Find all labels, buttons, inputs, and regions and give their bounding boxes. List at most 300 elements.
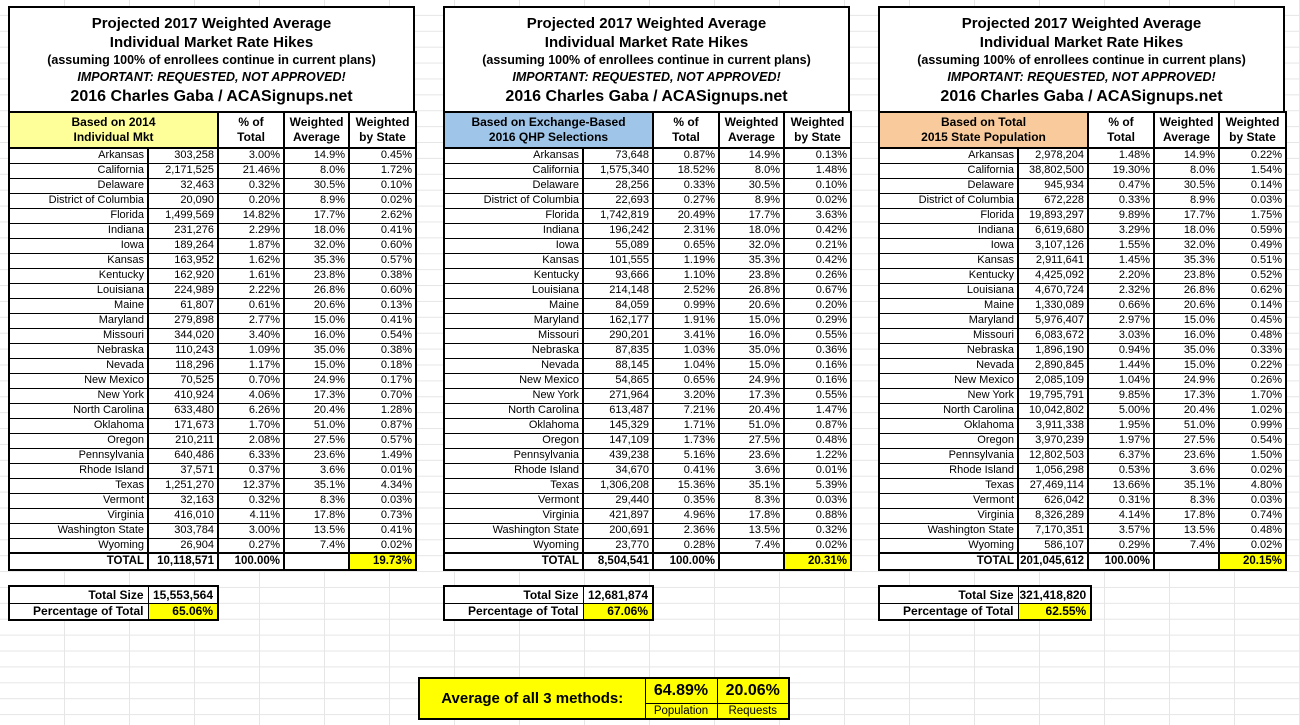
cell-weighted-by-state[interactable]: 0.13% bbox=[349, 298, 416, 313]
cell-weighted-by-state[interactable]: 0.36% bbox=[784, 343, 851, 358]
cell-pct-of-total[interactable]: 0.65% bbox=[653, 238, 719, 253]
cell-weighted-average[interactable]: 27.5% bbox=[719, 433, 784, 448]
cell-pct-of-total[interactable]: 0.66% bbox=[1088, 298, 1154, 313]
cell-pct-of-total[interactable]: 0.41% bbox=[653, 463, 719, 478]
cell-weighted-by-state[interactable]: 0.57% bbox=[349, 433, 416, 448]
cell-market-size[interactable]: 19,893,297 bbox=[1018, 208, 1088, 223]
cell-market-size[interactable]: 70,525 bbox=[148, 373, 218, 388]
cell-weighted-average[interactable]: 27.5% bbox=[284, 433, 349, 448]
cell-market-size[interactable]: 303,258 bbox=[148, 148, 218, 163]
cell-weighted-average[interactable]: 23.6% bbox=[1154, 448, 1219, 463]
cell-weighted-by-state[interactable]: 0.32% bbox=[784, 523, 851, 538]
cell-weighted-average[interactable]: 23.8% bbox=[1154, 268, 1219, 283]
cell-market-size[interactable]: 87,835 bbox=[583, 343, 653, 358]
cell-state[interactable]: New York bbox=[879, 388, 1018, 403]
cell-weighted-by-state[interactable]: 0.01% bbox=[349, 463, 416, 478]
cell-pct-of-total[interactable]: 1.95% bbox=[1088, 418, 1154, 433]
cell-weighted-average[interactable]: 27.5% bbox=[1154, 433, 1219, 448]
cell-weighted-average[interactable]: 17.3% bbox=[719, 388, 784, 403]
cell-weighted-average[interactable]: 8.9% bbox=[1154, 193, 1219, 208]
cell-weighted-by-state[interactable]: 0.02% bbox=[1219, 538, 1286, 553]
total-enrollment-cell[interactable]: 201,045,612 bbox=[1018, 553, 1088, 570]
total-size-label-cell[interactable]: Total Size bbox=[879, 586, 1018, 603]
cell-weighted-average[interactable]: 23.8% bbox=[719, 268, 784, 283]
cell-weighted-by-state[interactable]: 0.48% bbox=[1219, 328, 1286, 343]
cell-weighted-average[interactable]: 15.0% bbox=[719, 313, 784, 328]
cell-weighted-average[interactable]: 24.9% bbox=[284, 373, 349, 388]
cell-state[interactable]: New Mexico bbox=[879, 373, 1018, 388]
cell-state[interactable]: Delaware bbox=[444, 178, 583, 193]
cell-state[interactable]: Kentucky bbox=[444, 268, 583, 283]
cell-pct-of-total[interactable]: 18.52% bbox=[653, 163, 719, 178]
cell-pct-of-total[interactable]: 4.06% bbox=[218, 388, 284, 403]
cell-market-size[interactable]: 171,673 bbox=[148, 418, 218, 433]
cell-state[interactable]: Wyoming bbox=[9, 538, 148, 553]
total-enrollment-cell[interactable]: 10,118,571 bbox=[148, 553, 218, 570]
cell-weighted-average[interactable]: 20.4% bbox=[719, 403, 784, 418]
cell-market-size[interactable]: 32,163 bbox=[148, 493, 218, 508]
cell-weighted-by-state[interactable]: 0.02% bbox=[349, 193, 416, 208]
cell-weighted-by-state[interactable]: 0.02% bbox=[784, 538, 851, 553]
cell-state[interactable]: Oregon bbox=[879, 433, 1018, 448]
cell-market-size[interactable]: 37,571 bbox=[148, 463, 218, 478]
cell-weighted-average[interactable]: 17.7% bbox=[719, 208, 784, 223]
cell-weighted-by-state[interactable]: 0.87% bbox=[349, 418, 416, 433]
cell-state[interactable]: Nebraska bbox=[9, 343, 148, 358]
cell-state[interactable]: Virginia bbox=[444, 508, 583, 523]
cell-market-size[interactable]: 626,042 bbox=[1018, 493, 1088, 508]
cell-pct-of-total[interactable]: 1.62% bbox=[218, 253, 284, 268]
col-header-pct-of-total[interactable]: % of Total bbox=[1088, 112, 1154, 148]
cell-pct-of-total[interactable]: 3.57% bbox=[1088, 523, 1154, 538]
cell-pct-of-total[interactable]: 0.33% bbox=[653, 178, 719, 193]
cell-weighted-average[interactable]: 13.5% bbox=[284, 523, 349, 538]
cell-market-size[interactable]: 61,807 bbox=[148, 298, 218, 313]
cell-market-size[interactable]: 2,911,641 bbox=[1018, 253, 1088, 268]
cell-weighted-by-state[interactable]: 0.16% bbox=[784, 358, 851, 373]
cell-pct-of-total[interactable]: 2.20% bbox=[1088, 268, 1154, 283]
cell-market-size[interactable]: 34,670 bbox=[583, 463, 653, 478]
cell-weighted-by-state[interactable]: 0.21% bbox=[784, 238, 851, 253]
cell-pct-of-total[interactable]: 1.10% bbox=[653, 268, 719, 283]
cell-weighted-by-state[interactable]: 0.70% bbox=[349, 388, 416, 403]
cell-market-size[interactable]: 3,970,239 bbox=[1018, 433, 1088, 448]
cell-weighted-average[interactable]: 32.0% bbox=[1154, 238, 1219, 253]
cell-weighted-average[interactable]: 24.9% bbox=[1154, 373, 1219, 388]
col-header-pct-of-total[interactable]: % of Total bbox=[218, 112, 284, 148]
cell-market-size[interactable]: 84,059 bbox=[583, 298, 653, 313]
cell-market-size[interactable]: 2,890,845 bbox=[1018, 358, 1088, 373]
cell-weighted-average[interactable]: 17.8% bbox=[1154, 508, 1219, 523]
cell-weighted-average[interactable]: 8.3% bbox=[284, 493, 349, 508]
total-label-cell[interactable]: TOTAL bbox=[879, 553, 1018, 570]
cell-market-size[interactable]: 200,691 bbox=[583, 523, 653, 538]
cell-state[interactable]: Missouri bbox=[444, 328, 583, 343]
cell-state[interactable]: Texas bbox=[9, 478, 148, 493]
cell-state[interactable]: Vermont bbox=[879, 493, 1018, 508]
cell-state[interactable]: Oklahoma bbox=[444, 418, 583, 433]
cell-state[interactable]: Arkansas bbox=[879, 148, 1018, 163]
cell-pct-of-total[interactable]: 13.66% bbox=[1088, 478, 1154, 493]
cell-state[interactable]: Vermont bbox=[444, 493, 583, 508]
cell-weighted-average[interactable]: 35.1% bbox=[284, 478, 349, 493]
cell-weighted-by-state[interactable]: 0.52% bbox=[1219, 268, 1286, 283]
cell-weighted-by-state[interactable]: 1.70% bbox=[1219, 388, 1286, 403]
cell-pct-of-total[interactable]: 12.37% bbox=[218, 478, 284, 493]
total-size-value-cell[interactable]: 321,418,820 bbox=[1018, 586, 1091, 603]
cell-weighted-by-state[interactable]: 3.63% bbox=[784, 208, 851, 223]
cell-market-size[interactable]: 1,251,270 bbox=[148, 478, 218, 493]
cell-market-size[interactable]: 586,107 bbox=[1018, 538, 1088, 553]
cell-state[interactable]: Texas bbox=[879, 478, 1018, 493]
cell-state[interactable]: Nevada bbox=[9, 358, 148, 373]
cell-market-size[interactable]: 28,256 bbox=[583, 178, 653, 193]
cell-state[interactable]: Pennsylvania bbox=[444, 448, 583, 463]
cell-weighted-by-state[interactable]: 0.59% bbox=[1219, 223, 1286, 238]
cell-pct-of-total[interactable]: 1.71% bbox=[653, 418, 719, 433]
cell-state[interactable]: Iowa bbox=[879, 238, 1018, 253]
cell-market-size[interactable]: 10,042,802 bbox=[1018, 403, 1088, 418]
cell-pct-of-total[interactable]: 2.22% bbox=[218, 283, 284, 298]
total-pct-cell[interactable]: 100.00% bbox=[1088, 553, 1154, 570]
cell-weighted-by-state[interactable]: 0.73% bbox=[349, 508, 416, 523]
cell-weighted-by-state[interactable]: 1.28% bbox=[349, 403, 416, 418]
cell-pct-of-total[interactable]: 5.00% bbox=[1088, 403, 1154, 418]
cell-weighted-average[interactable]: 32.0% bbox=[284, 238, 349, 253]
cell-pct-of-total[interactable]: 4.11% bbox=[218, 508, 284, 523]
cell-state[interactable]: Washington State bbox=[9, 523, 148, 538]
cell-weighted-by-state[interactable]: 1.72% bbox=[349, 163, 416, 178]
cell-weighted-average[interactable]: 51.0% bbox=[1154, 418, 1219, 433]
cell-state[interactable]: Maryland bbox=[444, 313, 583, 328]
cell-state[interactable]: Florida bbox=[879, 208, 1018, 223]
cell-state[interactable]: Wyoming bbox=[879, 538, 1018, 553]
cell-weighted-average[interactable]: 15.0% bbox=[719, 358, 784, 373]
pct-of-total-label-cell[interactable]: Percentage of Total bbox=[9, 603, 148, 620]
cell-state[interactable]: Kansas bbox=[9, 253, 148, 268]
cell-pct-of-total[interactable]: 5.16% bbox=[653, 448, 719, 463]
cell-pct-of-total[interactable]: 3.00% bbox=[218, 523, 284, 538]
cell-weighted-by-state[interactable]: 0.87% bbox=[784, 418, 851, 433]
cell-weighted-average[interactable]: 7.4% bbox=[1154, 538, 1219, 553]
cell-weighted-average[interactable]: 14.9% bbox=[284, 148, 349, 163]
cell-weighted-average[interactable]: 30.5% bbox=[284, 178, 349, 193]
cell-pct-of-total[interactable]: 9.89% bbox=[1088, 208, 1154, 223]
cell-weighted-average[interactable]: 51.0% bbox=[719, 418, 784, 433]
col-header-weighted-by-state[interactable]: Weighted by State bbox=[349, 112, 416, 148]
cell-pct-of-total[interactable]: 3.40% bbox=[218, 328, 284, 343]
cell-pct-of-total[interactable]: 0.27% bbox=[653, 193, 719, 208]
cell-state[interactable]: Indiana bbox=[444, 223, 583, 238]
average-requests-value-cell[interactable]: 20.06% bbox=[717, 678, 789, 703]
cell-weighted-by-state[interactable]: 0.02% bbox=[1219, 463, 1286, 478]
cell-weighted-by-state[interactable]: 0.03% bbox=[349, 493, 416, 508]
cell-pct-of-total[interactable]: 1.48% bbox=[1088, 148, 1154, 163]
cell-weighted-by-state[interactable]: 0.01% bbox=[784, 463, 851, 478]
cell-market-size[interactable]: 271,964 bbox=[583, 388, 653, 403]
total-pct-cell[interactable]: 100.00% bbox=[653, 553, 719, 570]
cell-state[interactable]: California bbox=[9, 163, 148, 178]
cell-market-size[interactable]: 54,865 bbox=[583, 373, 653, 388]
cell-weighted-average[interactable]: 20.6% bbox=[1154, 298, 1219, 313]
cell-weighted-average[interactable]: 35.1% bbox=[1154, 478, 1219, 493]
total-pct-cell[interactable]: 100.00% bbox=[218, 553, 284, 570]
total-size-value-cell[interactable]: 15,553,564 bbox=[148, 586, 218, 603]
cell-weighted-by-state[interactable]: 0.10% bbox=[349, 178, 416, 193]
cell-state[interactable]: Kentucky bbox=[879, 268, 1018, 283]
cell-market-size[interactable]: 410,924 bbox=[148, 388, 218, 403]
cell-pct-of-total[interactable]: 0.94% bbox=[1088, 343, 1154, 358]
cell-market-size[interactable]: 210,211 bbox=[148, 433, 218, 448]
cell-weighted-average[interactable]: 18.0% bbox=[719, 223, 784, 238]
cell-weighted-by-state[interactable]: 0.49% bbox=[1219, 238, 1286, 253]
cell-weighted-by-state[interactable]: 1.49% bbox=[349, 448, 416, 463]
cell-market-size[interactable]: 6,619,680 bbox=[1018, 223, 1088, 238]
cell-state[interactable]: Arkansas bbox=[9, 148, 148, 163]
cell-pct-of-total[interactable]: 0.99% bbox=[653, 298, 719, 313]
cell-weighted-average[interactable]: 35.0% bbox=[719, 343, 784, 358]
cell-pct-of-total[interactable]: 6.37% bbox=[1088, 448, 1154, 463]
total-label-cell[interactable]: TOTAL bbox=[9, 553, 148, 570]
cell-market-size[interactable]: 26,904 bbox=[148, 538, 218, 553]
cell-state[interactable]: Rhode Island bbox=[879, 463, 1018, 478]
average-population-value-cell[interactable]: 64.89% bbox=[645, 678, 717, 703]
cell-pct-of-total[interactable]: 3.00% bbox=[218, 148, 284, 163]
cell-pct-of-total[interactable]: 2.36% bbox=[653, 523, 719, 538]
cell-weighted-by-state[interactable]: 0.51% bbox=[1219, 253, 1286, 268]
cell-weighted-by-state[interactable]: 0.13% bbox=[784, 148, 851, 163]
cell-weighted-average[interactable]: 14.9% bbox=[1154, 148, 1219, 163]
cell-weighted-average[interactable]: 17.7% bbox=[1154, 208, 1219, 223]
cell-weighted-by-state[interactable]: 0.17% bbox=[349, 373, 416, 388]
cell-pct-of-total[interactable]: 1.09% bbox=[218, 343, 284, 358]
cell-pct-of-total[interactable]: 14.82% bbox=[218, 208, 284, 223]
cell-pct-of-total[interactable]: 0.27% bbox=[218, 538, 284, 553]
cell-market-size[interactable]: 633,480 bbox=[148, 403, 218, 418]
panel-title-block[interactable] bbox=[443, 6, 850, 113]
cell-weighted-average[interactable]: 7.4% bbox=[719, 538, 784, 553]
cell-pct-of-total[interactable]: 9.85% bbox=[1088, 388, 1154, 403]
cell-market-size[interactable]: 1,896,190 bbox=[1018, 343, 1088, 358]
cell-state[interactable]: California bbox=[444, 163, 583, 178]
average-population-sublabel-cell[interactable]: Population bbox=[645, 703, 717, 719]
cell-market-size[interactable]: 4,425,092 bbox=[1018, 268, 1088, 283]
cell-pct-of-total[interactable]: 2.08% bbox=[218, 433, 284, 448]
cell-weighted-average[interactable]: 30.5% bbox=[719, 178, 784, 193]
cell-weighted-average[interactable]: 16.0% bbox=[284, 328, 349, 343]
cell-pct-of-total[interactable]: 0.31% bbox=[1088, 493, 1154, 508]
cell-state[interactable]: Virginia bbox=[9, 508, 148, 523]
cell-state[interactable]: District of Columbia bbox=[879, 193, 1018, 208]
cell-pct-of-total[interactable]: 3.20% bbox=[653, 388, 719, 403]
cell-state[interactable]: Maine bbox=[879, 298, 1018, 313]
cell-weighted-average[interactable]: 15.0% bbox=[284, 358, 349, 373]
cell-pct-of-total[interactable]: 3.03% bbox=[1088, 328, 1154, 343]
cell-market-size[interactable]: 3,911,338 bbox=[1018, 418, 1088, 433]
pct-of-total-value-cell[interactable]: 62.55% bbox=[1018, 603, 1091, 620]
total-weighted-by-state-cell[interactable]: 20.15% bbox=[1219, 553, 1286, 570]
cell-weighted-by-state[interactable]: 1.02% bbox=[1219, 403, 1286, 418]
cell-weighted-by-state[interactable]: 0.14% bbox=[1219, 178, 1286, 193]
col-header-weighted-average[interactable]: Weighted Average bbox=[284, 112, 349, 148]
cell-market-size[interactable]: 640,486 bbox=[148, 448, 218, 463]
cell-weighted-average[interactable]: 8.3% bbox=[719, 493, 784, 508]
cell-weighted-average[interactable]: 8.0% bbox=[284, 163, 349, 178]
cell-state[interactable]: Louisiana bbox=[444, 283, 583, 298]
cell-weighted-average[interactable]: 8.9% bbox=[284, 193, 349, 208]
cell-pct-of-total[interactable]: 1.04% bbox=[653, 358, 719, 373]
cell-weighted-by-state[interactable]: 0.41% bbox=[349, 523, 416, 538]
cell-weighted-by-state[interactable]: 0.22% bbox=[1219, 358, 1286, 373]
cell-weighted-average[interactable]: 24.9% bbox=[719, 373, 784, 388]
cell-state[interactable]: Washington State bbox=[879, 523, 1018, 538]
cell-pct-of-total[interactable]: 3.41% bbox=[653, 328, 719, 343]
cell-weighted-average[interactable]: 20.4% bbox=[284, 403, 349, 418]
cell-weighted-by-state[interactable]: 0.48% bbox=[1219, 523, 1286, 538]
total-weighted-average-cell[interactable] bbox=[719, 553, 784, 570]
cell-pct-of-total[interactable]: 6.33% bbox=[218, 448, 284, 463]
cell-state[interactable]: Washington State bbox=[444, 523, 583, 538]
cell-weighted-by-state[interactable]: 0.38% bbox=[349, 268, 416, 283]
cell-state[interactable]: Nebraska bbox=[879, 343, 1018, 358]
cell-state[interactable]: Kansas bbox=[879, 253, 1018, 268]
cell-pct-of-total[interactable]: 15.36% bbox=[653, 478, 719, 493]
cell-market-size[interactable]: 1,575,340 bbox=[583, 163, 653, 178]
cell-pct-of-total[interactable]: 0.32% bbox=[218, 178, 284, 193]
cell-weighted-average[interactable]: 23.6% bbox=[284, 448, 349, 463]
cell-state[interactable]: Oregon bbox=[9, 433, 148, 448]
cell-state[interactable]: Oregon bbox=[444, 433, 583, 448]
cell-state[interactable]: North Carolina bbox=[879, 403, 1018, 418]
cell-market-size[interactable]: 162,920 bbox=[148, 268, 218, 283]
col-header-weighted-average[interactable]: Weighted Average bbox=[719, 112, 784, 148]
cell-weighted-by-state[interactable]: 4.80% bbox=[1219, 478, 1286, 493]
cell-market-size[interactable]: 421,897 bbox=[583, 508, 653, 523]
cell-weighted-by-state[interactable]: 0.18% bbox=[349, 358, 416, 373]
cell-weighted-average[interactable]: 15.0% bbox=[1154, 358, 1219, 373]
cell-weighted-average[interactable]: 20.6% bbox=[284, 298, 349, 313]
cell-weighted-average[interactable]: 8.3% bbox=[1154, 493, 1219, 508]
cell-state[interactable]: Missouri bbox=[9, 328, 148, 343]
cell-market-size[interactable]: 6,083,672 bbox=[1018, 328, 1088, 343]
cell-pct-of-total[interactable]: 1.03% bbox=[653, 343, 719, 358]
cell-pct-of-total[interactable]: 21.46% bbox=[218, 163, 284, 178]
cell-state[interactable]: New Mexico bbox=[9, 373, 148, 388]
cell-weighted-by-state[interactable]: 0.03% bbox=[1219, 493, 1286, 508]
cell-weighted-by-state[interactable]: 1.22% bbox=[784, 448, 851, 463]
basis-header-cell[interactable] bbox=[879, 112, 1088, 148]
cell-pct-of-total[interactable]: 1.97% bbox=[1088, 433, 1154, 448]
cell-market-size[interactable]: 8,326,289 bbox=[1018, 508, 1088, 523]
cell-pct-of-total[interactable]: 2.97% bbox=[1088, 313, 1154, 328]
cell-market-size[interactable]: 7,170,351 bbox=[1018, 523, 1088, 538]
col-header-weighted-by-state[interactable]: Weighted by State bbox=[784, 112, 851, 148]
cell-market-size[interactable]: 5,976,407 bbox=[1018, 313, 1088, 328]
cell-state[interactable]: New York bbox=[9, 388, 148, 403]
cell-state[interactable]: Pennsylvania bbox=[9, 448, 148, 463]
cell-weighted-by-state[interactable]: 0.02% bbox=[784, 193, 851, 208]
cell-market-size[interactable]: 29,440 bbox=[583, 493, 653, 508]
cell-weighted-by-state[interactable]: 0.10% bbox=[784, 178, 851, 193]
average-label-cell[interactable]: Average of all 3 methods: bbox=[419, 678, 645, 719]
cell-weighted-by-state[interactable]: 1.47% bbox=[784, 403, 851, 418]
cell-market-size[interactable]: 1,056,298 bbox=[1018, 463, 1088, 478]
cell-state[interactable]: Iowa bbox=[9, 238, 148, 253]
cell-weighted-average[interactable]: 20.6% bbox=[719, 298, 784, 313]
cell-weighted-average[interactable]: 17.3% bbox=[284, 388, 349, 403]
cell-weighted-by-state[interactable]: 0.55% bbox=[784, 388, 851, 403]
cell-market-size[interactable]: 93,666 bbox=[583, 268, 653, 283]
cell-market-size[interactable]: 1,499,569 bbox=[148, 208, 218, 223]
cell-market-size[interactable]: 162,177 bbox=[583, 313, 653, 328]
cell-state[interactable]: North Carolina bbox=[9, 403, 148, 418]
cell-state[interactable]: Rhode Island bbox=[444, 463, 583, 478]
cell-weighted-average[interactable]: 20.4% bbox=[1154, 403, 1219, 418]
cell-market-size[interactable]: 189,264 bbox=[148, 238, 218, 253]
cell-state[interactable]: Kansas bbox=[444, 253, 583, 268]
cell-weighted-by-state[interactable]: 0.41% bbox=[349, 223, 416, 238]
cell-weighted-by-state[interactable]: 1.75% bbox=[1219, 208, 1286, 223]
cell-weighted-average[interactable]: 17.8% bbox=[284, 508, 349, 523]
cell-weighted-by-state[interactable]: 0.54% bbox=[1219, 433, 1286, 448]
cell-weighted-average[interactable]: 26.8% bbox=[719, 283, 784, 298]
cell-state[interactable]: Vermont bbox=[9, 493, 148, 508]
total-weighted-average-cell[interactable] bbox=[284, 553, 349, 570]
cell-weighted-by-state[interactable]: 0.33% bbox=[1219, 343, 1286, 358]
cell-state[interactable]: Iowa bbox=[444, 238, 583, 253]
cell-weighted-average[interactable]: 35.0% bbox=[1154, 343, 1219, 358]
cell-market-size[interactable]: 20,090 bbox=[148, 193, 218, 208]
cell-weighted-by-state[interactable]: 0.67% bbox=[784, 283, 851, 298]
cell-weighted-by-state[interactable]: 0.20% bbox=[784, 298, 851, 313]
cell-market-size[interactable]: 2,171,525 bbox=[148, 163, 218, 178]
cell-pct-of-total[interactable]: 2.52% bbox=[653, 283, 719, 298]
cell-market-size[interactable]: 344,020 bbox=[148, 328, 218, 343]
cell-state[interactable]: Delaware bbox=[9, 178, 148, 193]
cell-weighted-by-state[interactable]: 0.42% bbox=[784, 253, 851, 268]
cell-weighted-average[interactable]: 3.6% bbox=[719, 463, 784, 478]
cell-state[interactable]: Louisiana bbox=[879, 283, 1018, 298]
cell-state[interactable]: Arkansas bbox=[444, 148, 583, 163]
cell-weighted-average[interactable]: 3.6% bbox=[284, 463, 349, 478]
cell-market-size[interactable]: 3,107,126 bbox=[1018, 238, 1088, 253]
cell-weighted-by-state[interactable]: 0.26% bbox=[784, 268, 851, 283]
total-size-label-cell[interactable]: Total Size bbox=[9, 586, 148, 603]
cell-pct-of-total[interactable]: 0.28% bbox=[653, 538, 719, 553]
total-weighted-average-cell[interactable] bbox=[1154, 553, 1219, 570]
cell-pct-of-total[interactable]: 1.61% bbox=[218, 268, 284, 283]
cell-pct-of-total[interactable]: 2.29% bbox=[218, 223, 284, 238]
cell-weighted-by-state[interactable]: 0.45% bbox=[1219, 313, 1286, 328]
cell-state[interactable]: Rhode Island bbox=[9, 463, 148, 478]
cell-market-size[interactable]: 163,952 bbox=[148, 253, 218, 268]
cell-weighted-average[interactable]: 3.6% bbox=[1154, 463, 1219, 478]
cell-weighted-average[interactable]: 13.5% bbox=[719, 523, 784, 538]
cell-pct-of-total[interactable]: 1.19% bbox=[653, 253, 719, 268]
cell-weighted-average[interactable]: 26.8% bbox=[284, 283, 349, 298]
cell-market-size[interactable]: 613,487 bbox=[583, 403, 653, 418]
cell-weighted-average[interactable]: 18.0% bbox=[284, 223, 349, 238]
cell-weighted-by-state[interactable]: 0.22% bbox=[1219, 148, 1286, 163]
cell-weighted-by-state[interactable]: 0.14% bbox=[1219, 298, 1286, 313]
cell-weighted-average[interactable]: 14.9% bbox=[719, 148, 784, 163]
cell-state[interactable]: Nebraska bbox=[444, 343, 583, 358]
cell-pct-of-total[interactable]: 20.49% bbox=[653, 208, 719, 223]
cell-pct-of-total[interactable]: 1.87% bbox=[218, 238, 284, 253]
cell-pct-of-total[interactable]: 0.32% bbox=[218, 493, 284, 508]
cell-pct-of-total[interactable]: 1.73% bbox=[653, 433, 719, 448]
cell-pct-of-total[interactable]: 0.65% bbox=[653, 373, 719, 388]
